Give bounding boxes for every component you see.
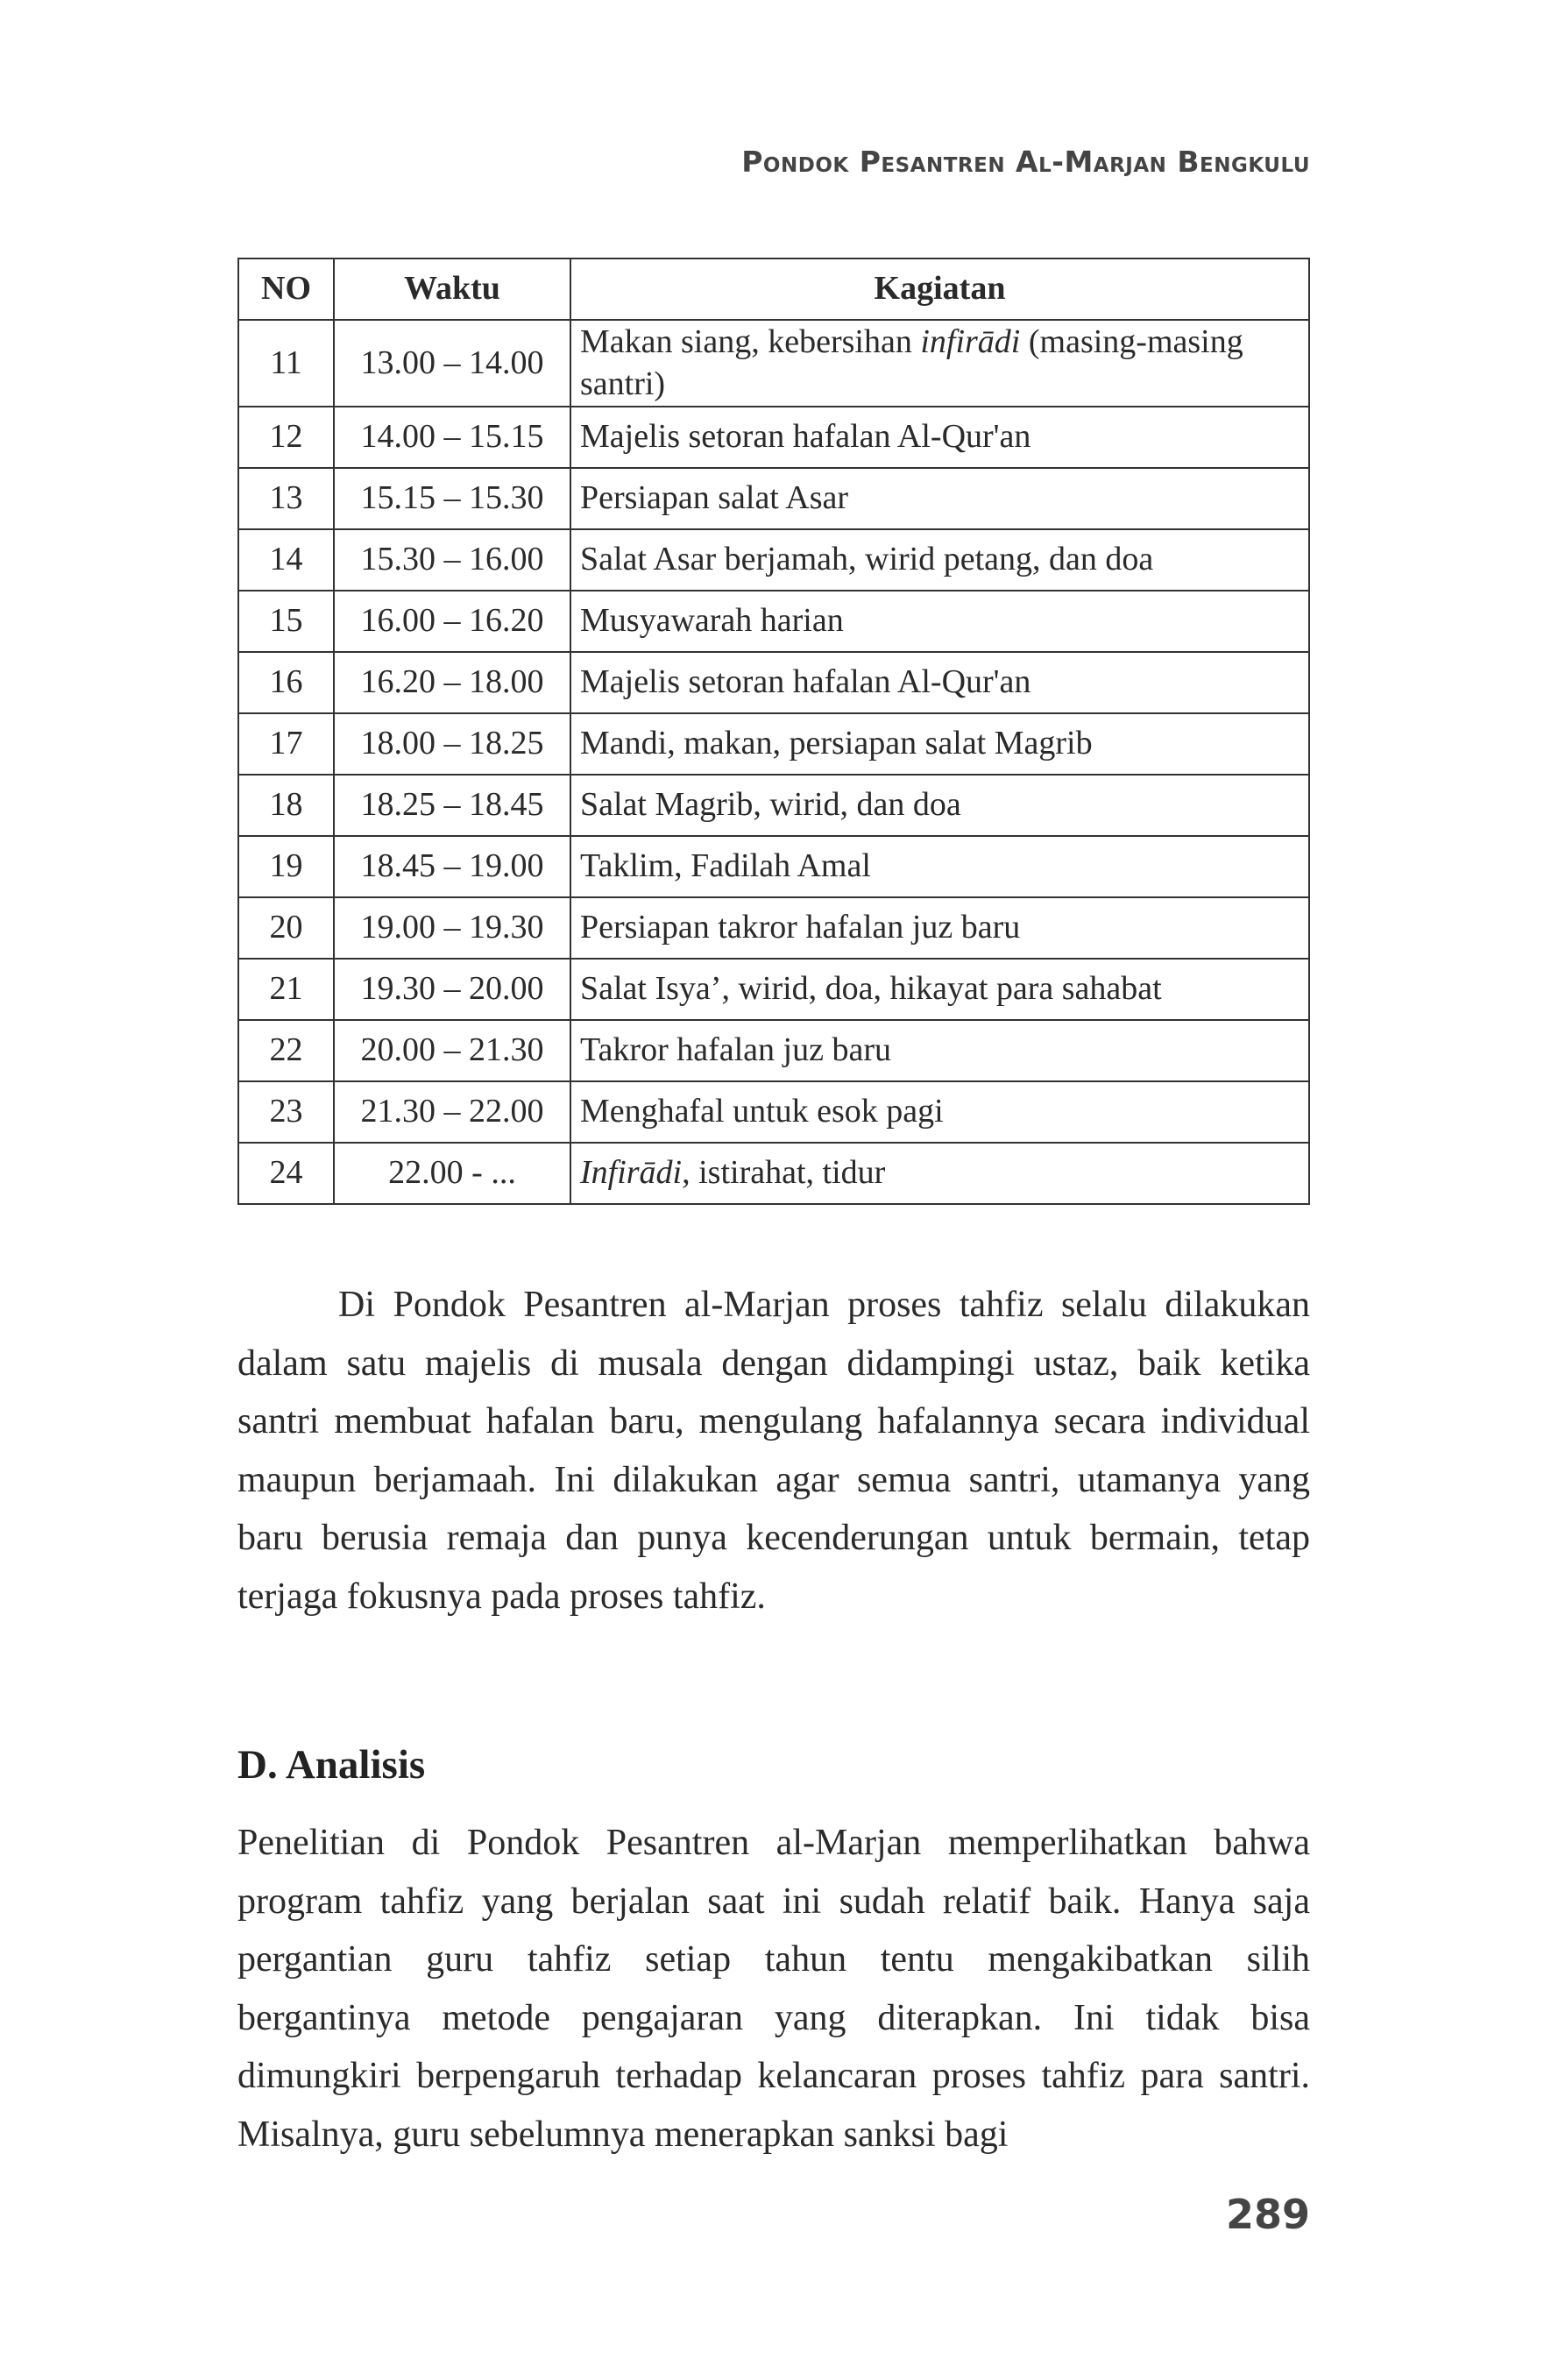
- row-time: 14.00 – 15.15: [334, 407, 570, 468]
- row-time: 18.45 – 19.00: [334, 836, 570, 897]
- row-number: 24: [238, 1143, 334, 1204]
- table-row: [238, 1081, 1309, 1143]
- row-number: 16: [238, 652, 334, 713]
- activity-italic: infirādi: [920, 323, 1021, 360]
- table-row: [238, 713, 1309, 775]
- table-header-row: [238, 259, 1309, 320]
- row-time: 21.30 – 22.00: [334, 1081, 570, 1143]
- activity-text: , istirahat, tidur: [682, 1154, 886, 1192]
- row-time: 16.20 – 18.00: [334, 652, 570, 713]
- row-activity: Takror hafalan juz baru: [570, 1020, 1309, 1081]
- row-number: 18: [238, 775, 334, 836]
- table-row: [238, 407, 1309, 468]
- row-time: 19.30 – 20.00: [334, 959, 570, 1020]
- row-number: 19: [238, 836, 334, 897]
- row-number: 21: [238, 959, 334, 1020]
- row-number: 23: [238, 1081, 334, 1143]
- row-time: 13.00 – 14.00: [334, 320, 570, 407]
- row-activity: Salat Asar berjamah, wirid petang, dan doa: [570, 529, 1309, 591]
- row-activity: [570, 1143, 1309, 1204]
- table-row: [238, 897, 1309, 959]
- activity-italic: Infirādi: [580, 1154, 683, 1192]
- section-heading-analisis: D. Analisis: [237, 1742, 426, 1788]
- row-number: 15: [238, 591, 334, 652]
- row-time: 22.00 - ...: [334, 1143, 570, 1204]
- row-activity: Majelis setoran hafalan Al-Qur'an: [570, 407, 1309, 468]
- row-time: 15.30 – 16.00: [334, 529, 570, 591]
- row-number: 22: [238, 1020, 334, 1081]
- row-number: 17: [238, 713, 334, 775]
- row-activity: Salat Magrib, wirid, dan doa: [570, 775, 1309, 836]
- row-time: 18.25 – 18.45: [334, 775, 570, 836]
- row-number: 12: [238, 407, 334, 468]
- row-activity: Mandi, makan, persiapan salat Magrib: [570, 713, 1309, 775]
- table-row: [238, 529, 1309, 591]
- schedule-table: [237, 258, 1310, 1205]
- column-header-waktu: Waktu: [334, 259, 570, 320]
- row-activity: Persiapan takror hafalan juz baru: [570, 897, 1309, 959]
- body-paragraph-tahfiz-process: Di Pondok Pesantren al-Marjan proses tahfiz selalu dilakukan dalam satu majelis di musala dengan didampingi ustaz, baik ketika santri membuat hafalan baru, mengulang hafalannya secara individual maupun berjamaah. Ini dilakukan agar semua santri, utamanya yang baru berusia remaja dan punya kecenderungan untuk bermain, tetap terjaga fokusnya pada proses tahfiz.: [237, 1285, 1310, 1617]
- row-number: 20: [238, 897, 334, 959]
- table-row: [238, 959, 1309, 1020]
- table-row: [238, 1020, 1309, 1081]
- row-time: 20.00 – 21.30: [334, 1020, 570, 1081]
- row-activity: Menghafal untuk esok pagi: [570, 1081, 1309, 1143]
- row-activity: Taklim, Fadilah Amal: [570, 836, 1309, 897]
- row-activity: Salat Isya’, wirid, doa, hikayat para sahabat: [570, 959, 1309, 1020]
- table-row: [238, 320, 1309, 407]
- table-row: [238, 591, 1309, 652]
- row-activity: Persiapan salat Asar: [570, 468, 1309, 529]
- row-time: 15.15 – 15.30: [334, 468, 570, 529]
- activity-text: Makan siang, kebersihan: [580, 323, 921, 360]
- activity-text: (masing-masing santri): [580, 323, 1243, 402]
- table-row: [238, 468, 1309, 529]
- row-number: 11: [238, 320, 334, 407]
- row-activity: Majelis setoran hafalan Al-Qur'an: [570, 652, 1309, 713]
- body-paragraph-analisis: Penelitian di Pondok Pesantren al-Marjan memperlihatkan bahwa program tahfiz yang berjalan saat ini sudah relatif baik. Hanya saja pergantian guru tahfiz setiap tahun tentu mengakibatkan silih bergantinya metode pengajaran yang diterapkan. Ini tidak bisa dimungkiri berpengaruh terhadap kelancaran proses tahfiz para santri. Misalnya, guru sebelumnya menerapkan sanksi bagi: [237, 1823, 1310, 2155]
- column-header-kagiatan: Kagiatan: [570, 259, 1309, 320]
- row-time: 19.00 – 19.30: [334, 897, 570, 959]
- page-number: 289: [1225, 2191, 1310, 2238]
- running-header: Pondok Pesantren Al-Marjan Bengkulu: [741, 145, 1310, 179]
- row-number: 14: [238, 529, 334, 591]
- table-row: [238, 1143, 1309, 1204]
- table-row: [238, 652, 1309, 713]
- row-number: 13: [238, 468, 334, 529]
- row-time: 16.00 – 16.20: [334, 591, 570, 652]
- column-header-no: NO: [238, 259, 334, 320]
- table-row: [238, 836, 1309, 897]
- row-activity: [570, 320, 1309, 407]
- row-activity: Musyawarah harian: [570, 591, 1309, 652]
- table-row: [238, 775, 1309, 836]
- row-time: 18.00 – 18.25: [334, 713, 570, 775]
